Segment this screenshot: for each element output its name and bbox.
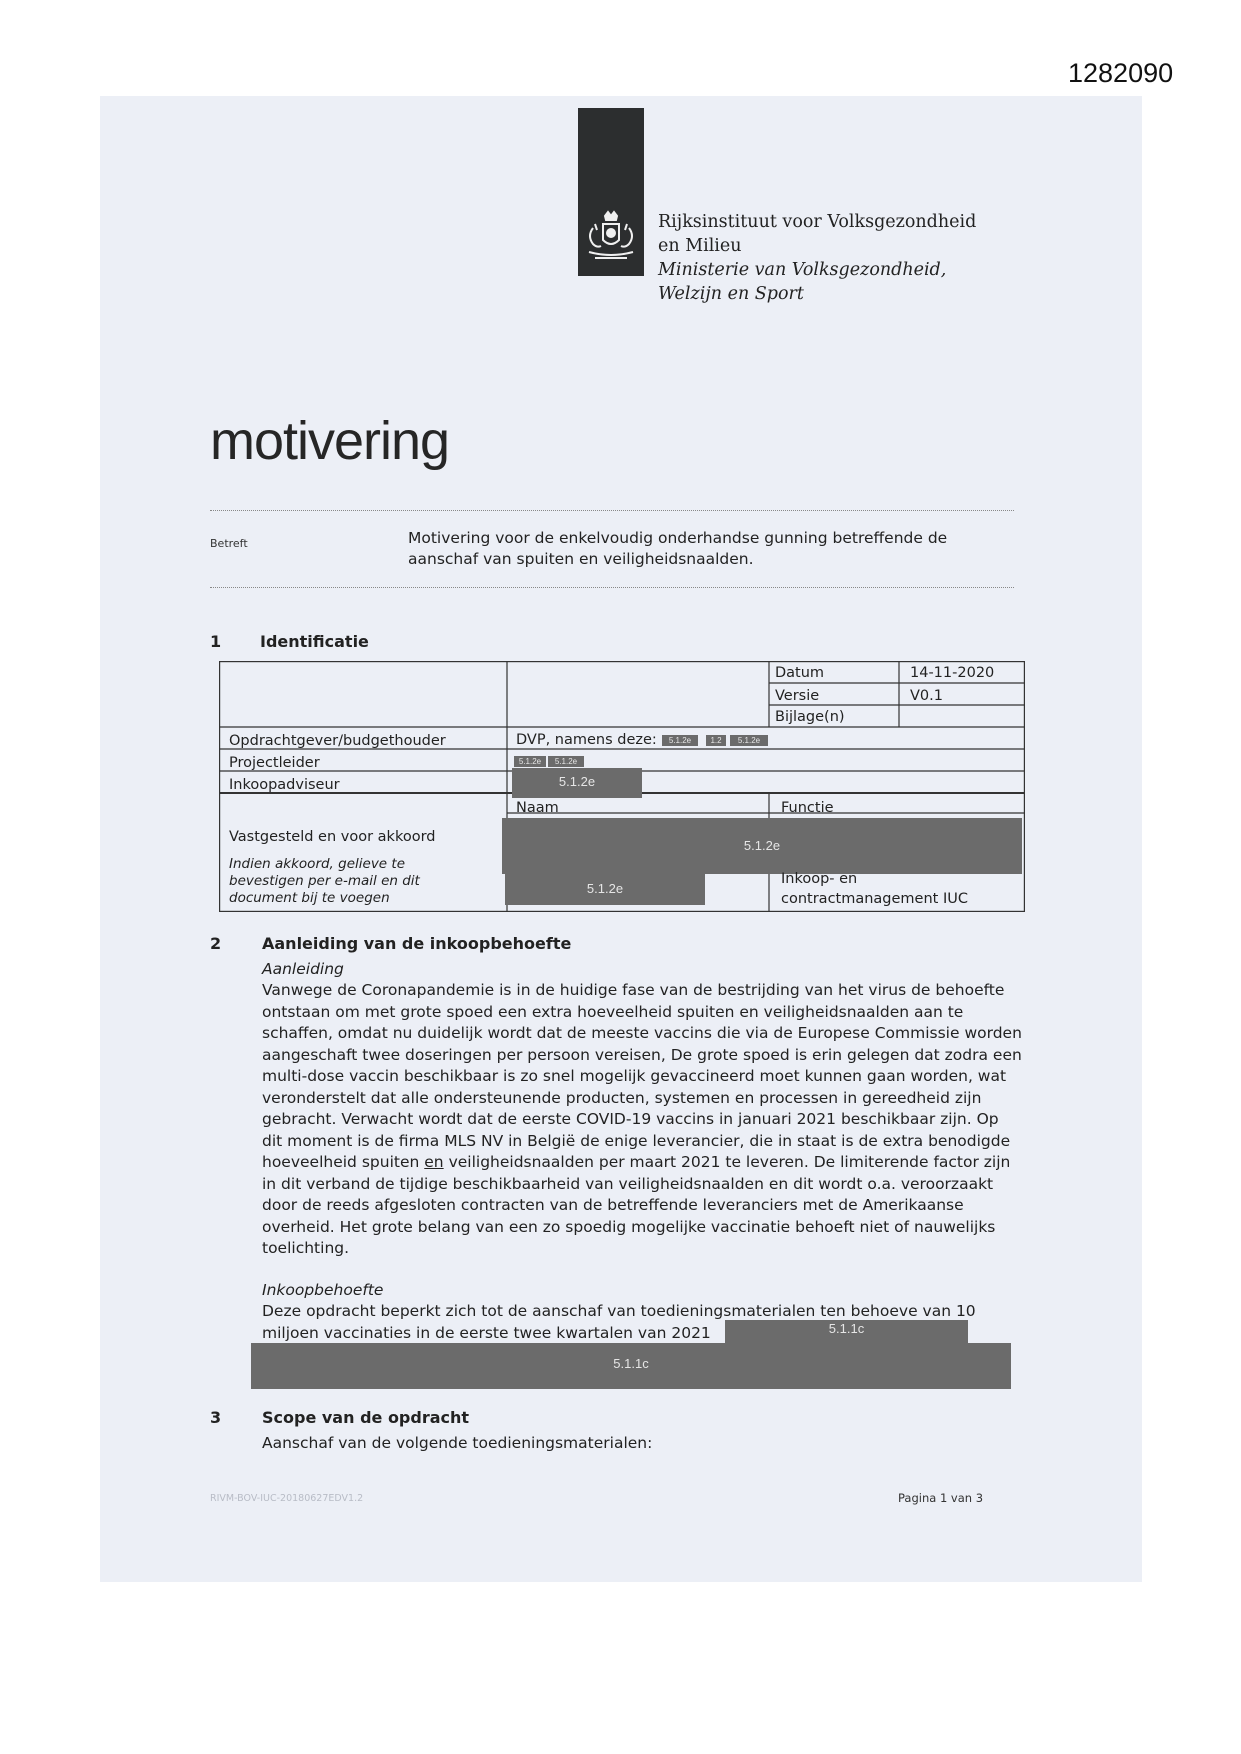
royal-crest-icon bbox=[583, 210, 639, 264]
datum-label: Datum bbox=[775, 665, 825, 681]
section-3-number: 3 bbox=[210, 1408, 222, 1427]
functie-value-line1: Inkoop- en bbox=[781, 871, 858, 887]
page-number: Pagina 1 van 3 bbox=[898, 1491, 984, 1505]
inkoopadviseur-label: Inkoopadviseur bbox=[229, 777, 340, 793]
section-3-title: Scope van de opdracht bbox=[262, 1408, 470, 1427]
redaction-box: 1.2 bbox=[706, 735, 726, 746]
naam-header: Naam bbox=[516, 800, 559, 816]
redaction-box: 5.1.2e bbox=[502, 818, 1022, 874]
section-1-title: Identificatie bbox=[260, 632, 369, 651]
indien-akkoord-text: Indien akkoord, gelieve te bevestigen per e-mail en dit document bij te voegen bbox=[229, 856, 420, 906]
betreft-label: Betreft bbox=[210, 537, 248, 550]
redaction-box: 5.1.2e bbox=[505, 874, 705, 905]
versie-label: Versie bbox=[775, 688, 820, 704]
underlined-word: en bbox=[424, 1153, 444, 1171]
vastgesteld-label: Vastgesteld en voor akkoord bbox=[229, 829, 436, 845]
footer-reference: RIVM-BOV-IUC-20180627EDV1.2 bbox=[210, 1493, 364, 1504]
redaction-box: 5.1.2e bbox=[662, 735, 698, 746]
inkoopbehoefte-paragraph: Deze opdracht beperkt zich tot de aanschaf van toedieningsmaterialen ten behoeve van 10 miljoen vaccinaties in de eerste twee kwartalen van 2021 bbox=[262, 1302, 976, 1342]
redaction-box: 5.1.1c bbox=[251, 1343, 1011, 1389]
subheading-aanleiding: Aanleiding bbox=[262, 960, 344, 978]
org-name-line2: en Milieu bbox=[658, 236, 742, 256]
section-2-title: Aanleiding van de inkoopbehoefte bbox=[262, 934, 572, 953]
org-name-line1: Rijksinstituut voor Volksgezondheid bbox=[658, 212, 977, 232]
opdrachtgever-label: Opdrachtgever/budgethouder bbox=[229, 733, 446, 749]
divider-bottom bbox=[210, 587, 1014, 588]
subheading-inkoopbehoefte: Inkoopbehoefte bbox=[262, 1281, 384, 1299]
section-1-number: 1 bbox=[210, 632, 222, 651]
aanleiding-text-part2: veiligheidsnaalden per maart 2021 te leveren. De limiterende factor zijn in dit verband de tijdige beschikbaarheid van veiligheidsnaalden en dit wordt o.a. veroorzaakt door de reeds afgesloten contracten van de betreffende leveranciers met de Amerikaanse overheid. Het grote belang van een zo spoedig mogelijke vaccinatie behoeft niet of nauwelijks toelichting. bbox=[262, 1153, 1011, 1257]
aanleiding-paragraph bbox=[262, 980, 1022, 1260]
bijlage-label: Bijlage(n) bbox=[775, 709, 845, 725]
redaction-box: 5.1.2e bbox=[730, 735, 768, 746]
divider-top bbox=[210, 510, 1014, 511]
ministry-line2: Welzijn en Sport bbox=[658, 284, 804, 304]
opdrachtgever-value: DVP, namens deze: bbox=[516, 732, 657, 748]
versie-value: V0.1 bbox=[910, 688, 943, 704]
organisation-block bbox=[658, 210, 976, 306]
redaction-box: 5.1.2e bbox=[512, 768, 642, 798]
ministry-line1: Ministerie van Volksgezondheid, bbox=[658, 260, 947, 280]
redaction-box: 5.1.2e bbox=[514, 756, 546, 767]
functie-header: Functie bbox=[781, 800, 834, 816]
redaction-box: 5.1.1c bbox=[725, 1320, 968, 1343]
datum-value: 14-11-2020 bbox=[910, 665, 995, 681]
document-id: 1282090 bbox=[1068, 58, 1174, 88]
projectleider-label: Projectleider bbox=[229, 755, 320, 771]
scope-text: Aanschaf van de volgende toedieningsmaterialen: bbox=[262, 1434, 653, 1452]
section-2-number: 2 bbox=[210, 934, 222, 953]
redaction-box: 5.1.2e bbox=[548, 756, 584, 767]
aanleiding-text-part1: Vanwege de Coronapandemie is in de huidige fase van de bestrijding van het virus de behoefte ontstaan om met grote spoed een extra hoeveelheid spuiten en veiligheidsnaalden aan te schaffen, omdat nu duidelijk wordt dat de meeste vaccins die via de Europese Commissie worden aangeschaft twee doseringen per persoon vereisen, De grote spoed is erin gelegen dat zodra een multi-dose vaccin beschikbaar is zo snel mogelijk gevaccineerd moet kunnen gaan worden, wat veronderstelt dat alle ondersteunende producten, systemen en processen in gereedheid zijn gebracht. Verwacht wordt dat de eerste COVID-19 vaccins in januari 2021 beschikbaar zijn. Op dit moment is de firma MLS NV in België de enige leverancier, die in staat is de extra benodigde hoeveelheid spuiten bbox=[262, 981, 1022, 1171]
betreft-text: Motivering voor de enkelvoudig onderhandse gunning betreffende de aanschaf van spuiten en veiligheidsnaalden. bbox=[408, 529, 948, 568]
functie-value-line2: contractmanagement IUC bbox=[781, 891, 968, 907]
document-title: motivering bbox=[210, 411, 450, 471]
